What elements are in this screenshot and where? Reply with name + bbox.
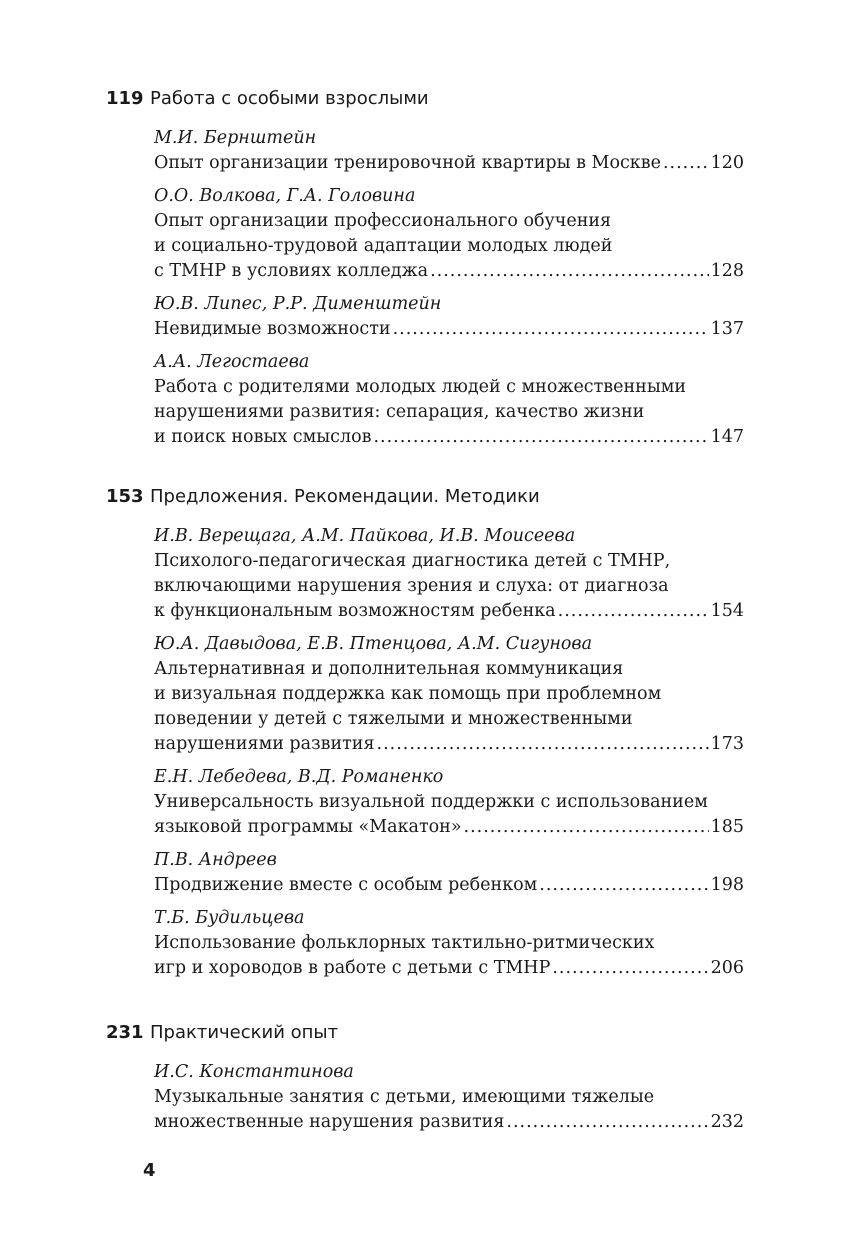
entry-title-text: Невидимые возможности (154, 319, 391, 339)
entry-author: Ю.В. Липес, Р.Р. Дименштейн (154, 294, 442, 314)
entry-author: М.И. Бернштейн (154, 128, 317, 148)
toc-entry[interactable] (154, 524, 744, 624)
entry-page-number: 137 (710, 319, 744, 339)
entry-title-line: Психолого-педагогическая диагностика детей с ТМНР, (154, 551, 671, 571)
entry-title-text: с ТМНР в условиях колледжа (154, 261, 429, 281)
dot-leader (373, 425, 708, 450)
entry-author: А.А. Легостаева (154, 352, 310, 372)
entry-author: О.О. Волкова, Г.А. Головина (154, 186, 416, 206)
entry-page-number: 147 (710, 427, 744, 447)
entry-page-number: 185 (710, 817, 744, 837)
toc-entry[interactable] (154, 765, 744, 840)
toc-entry[interactable] (154, 184, 744, 284)
entry-page-number: 120 (710, 153, 744, 173)
toc-entry[interactable] (154, 1060, 744, 1135)
entry-title-last-line (154, 815, 744, 840)
dot-leader (506, 1110, 708, 1135)
entry-title-line: включающими нарушения зрения и слуха: от диагноза (154, 576, 669, 596)
entry-title-text: нарушениями развития (154, 734, 375, 754)
entry-title-line: Музыкальные занятия с детьми, имеющими тяжелые (154, 1087, 655, 1107)
entry-author: Е.Н. Лебедева, В.Д. Романенко (154, 767, 444, 787)
dot-leader (539, 873, 708, 898)
entry-title-text: Опыт организации тренировочной квартиры в Москве (154, 153, 661, 173)
entry-title-last-line (154, 956, 744, 981)
toc-entry[interactable] (154, 848, 744, 898)
section-heading (106, 88, 746, 116)
toc-section (106, 88, 746, 450)
entry-page-number: 198 (710, 875, 744, 895)
toc-entry[interactable] (154, 350, 744, 450)
entry-page-number: 173 (710, 734, 744, 754)
entry-title-text: и поиск новых смыслов (154, 427, 372, 447)
dot-leader (377, 732, 709, 757)
dot-leader (393, 317, 709, 342)
dot-leader (552, 956, 708, 981)
section-page-number: 119 (106, 88, 144, 109)
entry-title-line: и визуальная поддержка как помощь при проблемном (154, 684, 662, 704)
entry-title-last-line (154, 732, 744, 757)
dot-leader (663, 151, 709, 176)
entry-page-number: 232 (710, 1112, 744, 1132)
entry-author: И.С. Константинова (154, 1062, 354, 1082)
section-title: Работа с особыми взрослыми (150, 88, 429, 109)
entry-title-last-line (154, 599, 744, 624)
folio-page-number: 4 (143, 1160, 156, 1181)
entry-title-text: Продвижение вместе с особым ребенком (154, 875, 538, 895)
entry-page-number: 206 (710, 958, 744, 978)
entry-title-last-line (154, 317, 744, 342)
section-page-number: 153 (106, 486, 144, 507)
entry-title-last-line (154, 259, 744, 284)
dot-leader (464, 815, 709, 840)
section-title: Практический опыт (150, 1022, 339, 1043)
toc-section (106, 1022, 746, 1135)
toc-entry[interactable] (154, 126, 744, 176)
entry-author: Т.Б. Будильцева (154, 908, 305, 928)
entry-title-line: Использование фольклорных тактильно-ритмических (154, 933, 655, 953)
entry-title-last-line (154, 873, 744, 898)
entry-author: Ю.А. Давыдова, Е.В. Птенцова, А.М. Сигунова (154, 634, 593, 654)
entry-author: И.В. Верещага, А.М. Пайкова, И.В. Моисеева (154, 526, 576, 546)
entry-title-line: поведении у детей с тяжелыми и множественными (154, 709, 633, 729)
entry-title-text: к функциональным возможностям ребенка (154, 601, 556, 621)
toc-entry[interactable] (154, 632, 744, 757)
entry-title-last-line (154, 151, 744, 176)
entry-title-last-line (154, 425, 744, 450)
section-heading (106, 1022, 746, 1050)
section-title: Предложения. Рекомендации. Методики (150, 486, 540, 507)
entry-title-line: Альтернативная и дополнительная коммуникация (154, 659, 624, 679)
section-heading (106, 486, 746, 514)
dot-leader (558, 599, 709, 624)
toc-entry[interactable] (154, 906, 744, 981)
entry-title-line: Опыт организации профессионального обучения (154, 211, 612, 231)
entry-title-text: игр и хороводов в работе с детьми с ТМНР (154, 958, 551, 978)
entry-title-line: и социально-трудовой адаптации молодых людей (154, 236, 613, 256)
entry-page-number: 128 (710, 261, 744, 281)
entry-title-text: множественные нарушения развития (154, 1112, 505, 1132)
section-page-number: 231 (106, 1022, 144, 1043)
entry-title-last-line (154, 1110, 744, 1135)
entry-title-line: нарушениями развития: сепарация, качество жизни (154, 402, 645, 422)
dot-leader (430, 259, 709, 284)
entry-title-text: языковой программы «Макатон» (154, 817, 462, 837)
toc-entry[interactable] (154, 292, 744, 342)
entry-title-line: Универсальность визуальной поддержки с использованием (154, 792, 708, 812)
toc-section (106, 486, 746, 981)
entry-title-line: Работа с родителями молодых людей с множественными (154, 377, 687, 397)
entry-page-number: 154 (710, 601, 744, 621)
entry-author: П.В. Андреев (154, 850, 277, 870)
